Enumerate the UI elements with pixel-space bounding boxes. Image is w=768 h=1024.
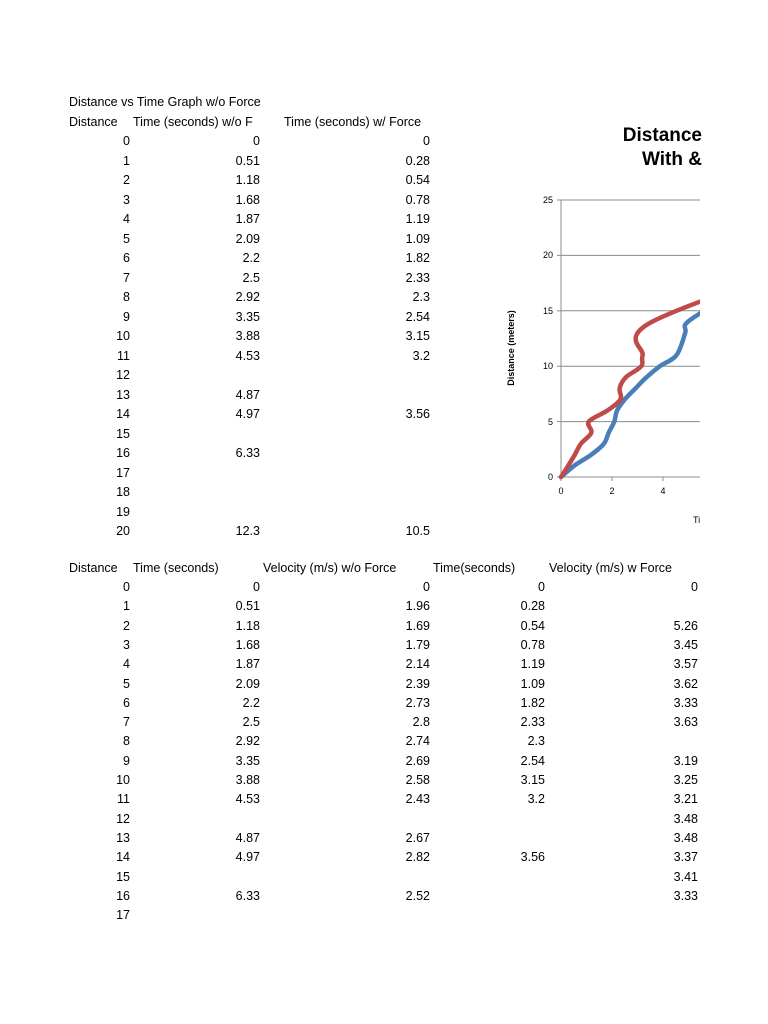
table1-cell-time-with-force: 1.19 — [405, 212, 430, 226]
table1-cell-time-with-force: 0.54 — [405, 173, 430, 187]
table2-cell-time-with-force: 3.15 — [520, 773, 545, 787]
table2-header-velocity-without-force: Velocity (m/s) w/o Force — [263, 561, 397, 575]
table2-cell-velocity-without-force: 2.67 — [405, 830, 430, 845]
table1-cell-time-with-force: 3.2 — [412, 348, 430, 363]
table1-cell-distance: 4 — [123, 212, 130, 226]
table2-header-distance: Distance — [69, 561, 118, 575]
table2-cell-distance: 3 — [123, 637, 130, 652]
table1-cell-time-without-force: 4.53 — [235, 348, 260, 363]
table2-cell-time-with-force: 3.2 — [527, 792, 545, 807]
table1-cell-distance: 10 — [116, 329, 130, 343]
table1-header-time-without-force: Time (seconds) w/o F — [133, 115, 253, 129]
table1-title: Distance vs Time Graph w/o Force — [69, 95, 261, 109]
table1-cell-time-without-force: 1.68 — [235, 192, 260, 207]
table2-cell-velocity-with-force: 3.45 — [673, 637, 698, 652]
table2-cell-time-with-force: 2.54 — [520, 753, 545, 768]
table2-cell-distance: 6 — [123, 695, 130, 710]
table2-cell-time: 2.09 — [235, 676, 260, 691]
table2-cell-time-with-force: 2.3 — [527, 734, 545, 749]
table2-cell-time: 1.87 — [235, 657, 260, 672]
table2-cell-velocity-with-force: 3.48 — [673, 830, 698, 845]
table1-cell-time-without-force: 2.92 — [235, 290, 260, 304]
table2-cell-time: 6.33 — [235, 888, 260, 903]
table2-cell-time: 4.97 — [235, 850, 260, 865]
chart-y-tick-label: 25 — [542, 195, 553, 205]
table1-cell-time-with-force: 3.56 — [405, 407, 430, 421]
table1-header-distance: Distance — [69, 115, 118, 129]
table2-cell-time: 1.18 — [235, 618, 260, 633]
table2-header-velocity-with-force: Velocity (m/s) w Force — [549, 561, 672, 575]
table1-cell-time-with-force: 3.15 — [405, 329, 430, 343]
table2-cell-distance: 7 — [123, 715, 130, 730]
table1-cell-distance: 15 — [116, 426, 130, 441]
table1-cell-time-without-force: 6.33 — [235, 446, 260, 460]
table2-cell-time-with-force: 0.28 — [520, 599, 545, 614]
table1-cell-time-without-force: 1.87 — [235, 212, 260, 226]
table2-cell-distance: 11 — [117, 792, 130, 807]
table1-cell-time-with-force: 10.5 — [405, 524, 430, 538]
table1-cell-distance: 3 — [123, 192, 130, 207]
table1-cell-distance: 19 — [116, 504, 130, 519]
table2-cell-velocity-without-force: 2.74 — [405, 734, 430, 749]
table2-cell-time: 1.68 — [235, 637, 260, 652]
table1-cell-time-without-force: 0.51 — [235, 153, 260, 168]
chart-title-line-1: Distance — [622, 125, 702, 146]
chart-y-tick-label: 0 — [547, 472, 553, 482]
table2-cell-velocity-with-force: 3.63 — [673, 715, 698, 730]
table2-cell-distance: 14 — [116, 850, 130, 865]
table1-cell-time-without-force: 3.88 — [235, 329, 260, 343]
table2-cell-time-with-force: 1.19 — [520, 657, 545, 672]
table2-cell-velocity-without-force: 2.43 — [405, 792, 430, 807]
table2-header-time: Time (seconds) — [133, 561, 219, 575]
table1-cell-distance: 9 — [123, 309, 130, 324]
chart-x-tick-label: 2 — [609, 486, 615, 496]
table2-cell-velocity-with-force: 3.48 — [673, 811, 698, 826]
table1-cell-distance: 18 — [116, 485, 130, 499]
chart-y-tick-label: 20 — [542, 250, 553, 261]
table1-cell-distance: 1 — [123, 153, 130, 168]
table2-cell-time: 3.35 — [235, 753, 260, 768]
table2-cell-time-with-force: 1.82 — [520, 695, 545, 710]
table1-cell-distance: 6 — [123, 251, 130, 265]
table2-cell-time: 0 — [253, 580, 260, 594]
table2-cell-velocity-without-force: 0 — [423, 580, 430, 594]
chart-y-axis-label: Distance (meters) — [506, 310, 516, 386]
table2-cell-distance: 15 — [116, 869, 130, 884]
table2-cell-distance: 1 — [123, 599, 130, 614]
table1-cell-time-without-force: 3.35 — [235, 309, 260, 324]
table2-cell-velocity-without-force: 1.79 — [405, 637, 430, 652]
chart-title-line-2: With & — [642, 149, 702, 170]
table1-cell-distance: 7 — [123, 270, 130, 285]
chart-y-tick-label: 5 — [547, 416, 553, 427]
table1-cell-time-with-force: 1.82 — [405, 251, 430, 265]
table2-cell-time-with-force: 0.54 — [520, 618, 545, 633]
table2-cell-velocity-with-force: 3.57 — [673, 657, 698, 672]
table1-cell-time-with-force: 2.54 — [405, 309, 430, 324]
table2-cell-velocity-without-force: 2.69 — [405, 753, 430, 768]
table2-cell-distance: 8 — [123, 734, 130, 749]
table2-cell-velocity-without-force: 2.58 — [405, 773, 430, 787]
table1-cell-distance: 11 — [117, 348, 130, 363]
table1-cell-distance: 20 — [116, 524, 130, 538]
table1-cell-time-without-force: 4.87 — [235, 387, 260, 402]
chart-x-axis-label: Ti — [693, 515, 701, 525]
table1-cell-distance: 13 — [116, 387, 130, 402]
table1-cell-distance: 2 — [123, 173, 130, 187]
chart-x-tick-label: 4 — [660, 486, 666, 496]
table2-cell-time: 2.92 — [235, 734, 260, 749]
table2-cell-velocity-with-force: 3.21 — [673, 792, 698, 807]
chart-y-tick-label: 10 — [542, 361, 553, 372]
table1-cell-distance: 17 — [116, 465, 130, 480]
table1-cell-time-with-force: 2.33 — [405, 270, 430, 285]
table2-cell-velocity-without-force: 2.8 — [412, 715, 430, 730]
table2-cell-distance: 2 — [123, 618, 130, 633]
table1-cell-time-without-force: 12.3 — [235, 524, 260, 538]
table2-cell-velocity-with-force: 5.26 — [673, 618, 698, 633]
table2-cell-time: 0.51 — [235, 599, 260, 614]
table2-cell-distance: 9 — [123, 753, 130, 768]
table2-cell-distance: 4 — [123, 657, 130, 672]
table1-cell-time-without-force: 2.5 — [242, 270, 260, 285]
table2-cell-velocity-with-force: 3.25 — [673, 773, 698, 787]
chart-y-tick-label: 15 — [542, 305, 553, 316]
table2-cell-velocity-with-force: 3.37 — [673, 850, 698, 865]
table2-cell-time: 3.88 — [235, 773, 260, 787]
table2-cell-velocity-with-force: 3.62 — [673, 676, 698, 691]
table2-cell-velocity-without-force: 1.69 — [405, 618, 430, 633]
table2-cell-velocity-with-force: 0 — [691, 580, 698, 594]
table1-cell-time-with-force: 0.28 — [405, 153, 430, 168]
table2-cell-distance: 12 — [116, 811, 130, 826]
table1-cell-time-with-force: 0.78 — [405, 192, 430, 207]
table1-cell-distance: 16 — [116, 446, 130, 460]
table2-cell-velocity-with-force: 3.33 — [673, 695, 698, 710]
table2-cell-distance: 10 — [116, 773, 130, 787]
table1-cell-time-without-force: 2.2 — [242, 251, 260, 265]
table2-cell-velocity-without-force: 2.14 — [405, 657, 430, 672]
table2-cell-distance: 5 — [123, 676, 130, 691]
table2-cell-velocity-without-force: 2.39 — [405, 676, 430, 691]
table1-cell-distance: 0 — [123, 134, 130, 148]
table2-cell-velocity-with-force: 3.41 — [673, 869, 698, 884]
table1-cell-time-without-force: 4.97 — [235, 407, 260, 421]
table1-cell-time-with-force: 0 — [423, 134, 430, 148]
table2-cell-velocity-without-force: 2.82 — [405, 850, 430, 865]
table2-cell-velocity-without-force: 2.73 — [405, 695, 430, 710]
table1-cell-distance: 12 — [116, 368, 130, 382]
table2-header-time-with-force: Time(seconds) — [433, 561, 516, 575]
table2-cell-time-with-force: 0.78 — [520, 637, 545, 652]
table1-cell-time-without-force: 1.18 — [235, 173, 260, 187]
table2-cell-time-with-force: 0 — [538, 580, 545, 594]
table1-header-time-with-force: Time (seconds) w/ Force — [284, 115, 422, 129]
chart-x-tick-label: 0 — [558, 486, 564, 496]
table1-cell-time-without-force: 2.09 — [235, 231, 260, 246]
table1-cell-time-with-force: 1.09 — [405, 231, 430, 246]
table1-cell-distance: 8 — [123, 290, 130, 304]
table2-cell-time: 4.53 — [235, 792, 260, 807]
table2-cell-time: 2.5 — [242, 715, 260, 730]
table1-cell-time-without-force: 0 — [253, 134, 260, 148]
table1-cell-time-with-force: 2.3 — [412, 290, 430, 304]
table2-cell-time: 2.2 — [242, 695, 260, 710]
table1-cell-distance: 14 — [116, 407, 130, 421]
table2-cell-distance: 17 — [116, 908, 130, 923]
table2-cell-time: 4.87 — [235, 830, 260, 845]
table2-cell-time-with-force: 3.56 — [520, 850, 545, 865]
table2-cell-time-with-force: 2.33 — [520, 715, 545, 730]
table2-cell-velocity-without-force: 2.52 — [405, 888, 430, 903]
table2-cell-distance: 16 — [116, 888, 130, 903]
table2-cell-time-with-force: 1.09 — [520, 676, 545, 691]
table2-cell-velocity-without-force: 1.96 — [405, 599, 430, 614]
table2-cell-velocity-with-force: 3.33 — [673, 888, 698, 903]
table2-cell-velocity-with-force: 3.19 — [673, 753, 698, 768]
table2-cell-distance: 0 — [123, 580, 130, 594]
table1-cell-distance: 5 — [123, 231, 130, 246]
table2-cell-distance: 13 — [116, 830, 130, 845]
